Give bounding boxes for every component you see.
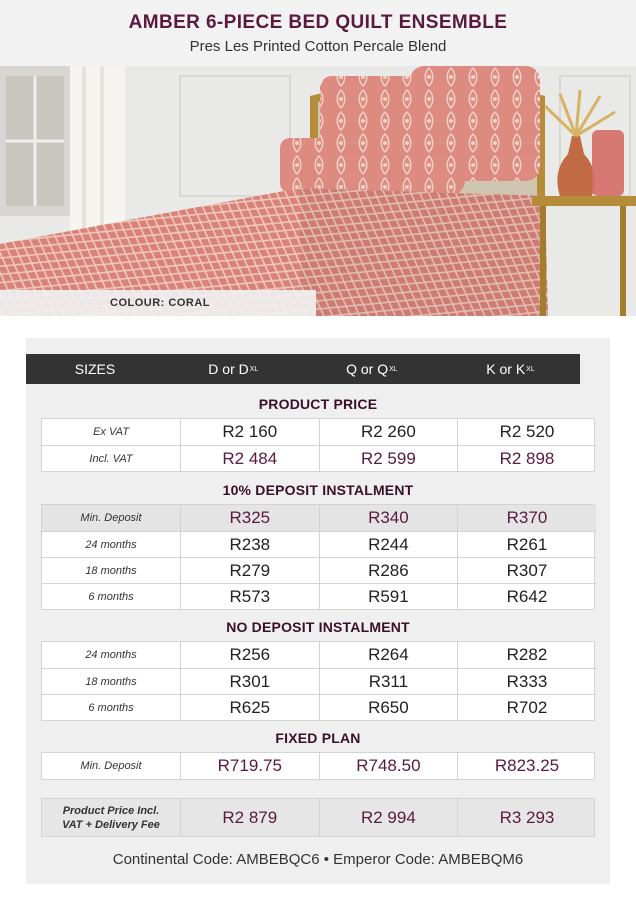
emperor-label: Emperor Code: <box>333 851 435 868</box>
section-no-deposit-instalment: NO DEPOSIT INSTALMENT <box>226 619 410 635</box>
table-row <box>42 753 596 779</box>
bed-scene-illustration <box>0 66 636 316</box>
price-cell: R3 293 <box>457 799 596 836</box>
row-label: 18 months <box>85 675 137 688</box>
deposit-instalment-table <box>41 504 595 610</box>
pricing-panel <box>26 338 610 884</box>
fixed-plan-table <box>41 752 595 780</box>
sizes-header-row <box>26 354 580 384</box>
size-k: K or K XL <box>486 361 535 377</box>
table-row <box>42 799 596 836</box>
table-row <box>42 642 596 668</box>
price-cell: R2 879 <box>180 799 319 836</box>
price-cell: R2 520 <box>457 419 596 445</box>
table-row <box>42 583 596 609</box>
size-q: Q or Q XL <box>346 361 398 377</box>
delivery-label: Product Price Incl. VAT + Delivery Fee <box>62 804 160 831</box>
row-label: 24 months <box>85 649 137 661</box>
table-row <box>42 505 596 531</box>
table-row <box>42 557 596 583</box>
product-codes <box>26 851 610 868</box>
price-cell: R311 <box>319 669 458 694</box>
emperor-code: AMBEBQM6 <box>438 851 524 868</box>
price-cell: R573 <box>180 584 319 609</box>
price-cell: R591 <box>319 584 458 609</box>
section-deposit-instalment: 10% DEPOSIT INSTALMENT <box>222 482 414 498</box>
row-label: 24 months <box>85 538 137 551</box>
price-cell: R286 <box>319 558 458 583</box>
row-label: Incl. VAT <box>89 452 133 465</box>
price-cell: R244 <box>319 532 458 557</box>
price-cell: R2 160 <box>180 419 319 445</box>
separator-dot: • <box>323 851 329 868</box>
price-cell: R370 <box>457 505 596 531</box>
price-cell: R264 <box>319 642 458 668</box>
row-label: Min. Deposit <box>80 760 142 772</box>
price-cell: R340 <box>319 505 458 531</box>
price-cell: R719.75 <box>180 753 319 779</box>
price-cell: R702 <box>457 695 596 720</box>
product-photo <box>0 66 636 316</box>
row-label: 6 months <box>88 590 134 603</box>
price-cell: R650 <box>319 695 458 720</box>
price-cell: R642 <box>457 584 596 609</box>
price-cell: R301 <box>180 669 319 694</box>
colour-label: COLOUR: CORAL <box>0 290 316 316</box>
price-cell: R2 484 <box>180 446 319 471</box>
price-cell: R2 260 <box>319 419 458 445</box>
section-product-price: PRODUCT PRICE <box>258 396 378 412</box>
row-label: Ex VAT <box>93 426 129 438</box>
page-subtitle: Pres Les Printed Cotton Percale Blend <box>189 38 447 55</box>
price-cell: R261 <box>457 532 596 557</box>
continental-label: Continental Code: <box>112 851 233 868</box>
price-cell: R748.50 <box>319 753 458 779</box>
price-cell: R625 <box>180 695 319 720</box>
product-price-table <box>41 418 595 472</box>
price-cell: R2 599 <box>319 446 458 471</box>
no-deposit-instalment-table <box>41 641 595 721</box>
table-row <box>42 445 596 471</box>
sizes-label: SIZES <box>74 361 116 377</box>
price-cell: R325 <box>180 505 319 531</box>
price-cell: R823.25 <box>457 753 596 779</box>
page-title: AMBER 6-PIECE BED QUILT ENSEMBLE <box>128 12 508 33</box>
price-cell: R2 994 <box>319 799 458 836</box>
price-cell: R282 <box>457 642 596 668</box>
table-row <box>42 668 596 694</box>
price-cell: R333 <box>457 669 596 694</box>
table-row <box>42 531 596 557</box>
table-row <box>42 419 596 445</box>
size-d: D or D XL <box>208 361 259 377</box>
section-fixed-plan: FIXED PLAN <box>275 730 361 746</box>
table-row <box>42 694 596 720</box>
price-cell: R307 <box>457 558 596 583</box>
price-cell: R238 <box>180 532 319 557</box>
header <box>0 0 636 66</box>
price-cell: R256 <box>180 642 319 668</box>
continental-code: AMBEBQC6 <box>236 851 320 868</box>
row-label: 18 months <box>85 564 137 577</box>
delivery-price-table <box>41 798 595 837</box>
row-label: Min. Deposit <box>80 512 142 524</box>
price-cell: R2 898 <box>457 446 596 471</box>
row-label: 6 months <box>88 701 134 714</box>
price-cell: R279 <box>180 558 319 583</box>
